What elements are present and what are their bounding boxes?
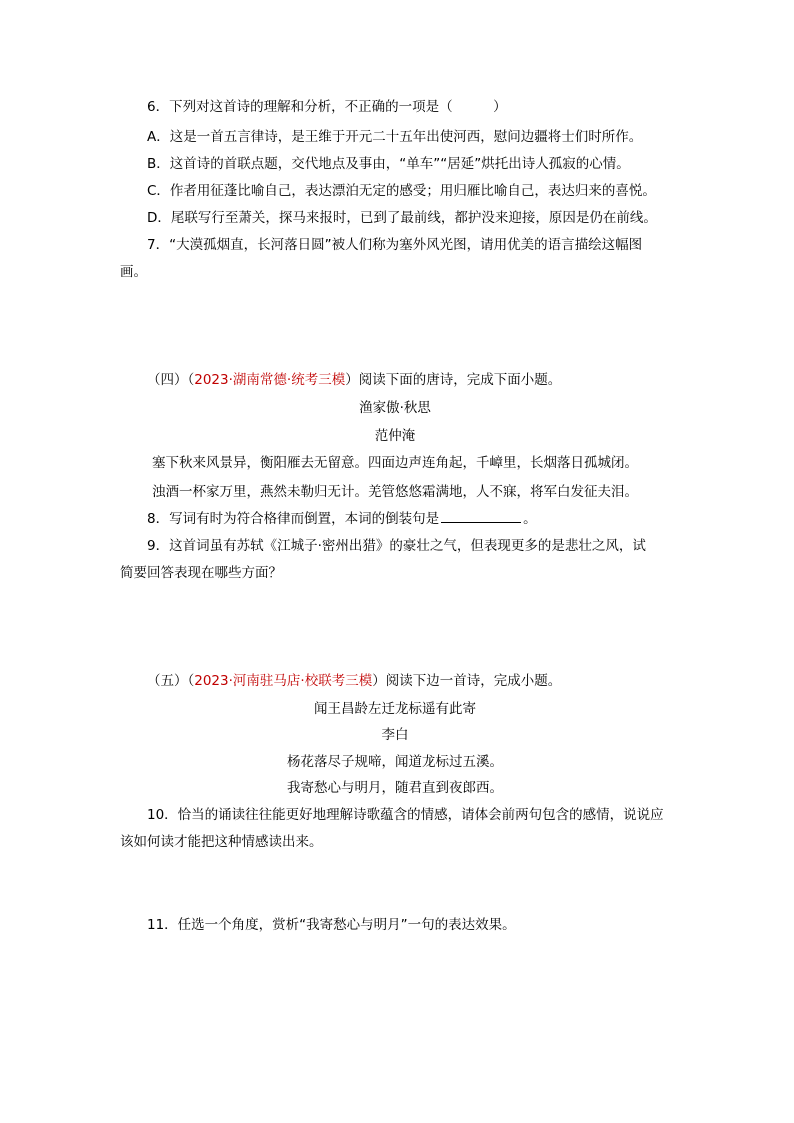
q7-line-2: 画。 (120, 264, 147, 280)
q8-answer-blank[interactable] (441, 508, 521, 523)
q6-option-a: A．这是一首五言律诗，是王维于开元二十五年出使河西，慰问边疆将士们时所作。 (147, 129, 643, 145)
section4-heading (147, 369, 697, 391)
poem1-author: 范仲淹 (374, 428, 416, 444)
q10-line-2: 该如何读才能把这种情感读出来。 (120, 834, 323, 850)
section4-source: 2023·湖南常德·统考三模 (194, 372, 346, 388)
q8-text: 8．写词有时为符合格律而倒置，本词的倒装句是 (147, 511, 440, 527)
q10-line-1: 10．恰当的诵读往往能更好地理解诗歌蕴含的情感，请体会前两句包含的感情，说说应 (147, 807, 664, 823)
section4-label-pre: （四）（ (147, 372, 195, 388)
q11: 11．任选一个角度，赏析“我寄愁心与明月”一句的表达效果。 (147, 917, 516, 933)
section5-label-post: ）阅读下边一首诗，完成小题。 (372, 673, 562, 689)
poem1-line-2: 浊酒一杯家万里，燕然未勒归无计。羌管悠悠霜满地，人不寐，将军白发征夫泪。 (152, 484, 638, 500)
q6-option-b: B．这首诗的首联点题，交代地点及事由，“单车”“居延”烘托出诗人孤寂的心情。 (147, 156, 630, 172)
poem1-title: 渔家傲·秋思 (359, 400, 431, 416)
poem2-line-1: 杨花落尽子规啼，闻道龙标过五溪。 (287, 754, 503, 770)
q8-end: 。 (523, 511, 537, 527)
poem1-line-1: 塞下秋来风景异，衡阳雁去无留意。四面边声连角起，千嶂里，长烟落日孤城闭。 (152, 455, 638, 471)
q7-line-1: 7．“大漠孤烟直，长河落日圆”被人们称为塞外风光图，请用优美的语言描绘这幅图 (147, 237, 643, 253)
poem2-title: 闻王昌龄左迁龙标遥有此寄 (314, 701, 476, 717)
section4-label-post: ）阅读下面的唐诗，完成下面小题。 (345, 372, 562, 388)
section5-source: 2023·河南驻马店·校联考三模 (194, 673, 373, 689)
q6-option-c: C．作者用征蓬比喻自己，表达漂泊无定的感受；用归雁比喻自己，表达归来的喜悦。 (147, 183, 656, 199)
q6-stem: 6．下列对这首诗的理解和分析，不正确的一项是（ ） (147, 99, 507, 115)
poem2-author: 李白 (381, 727, 409, 743)
poem2-line-2: 我寄愁心与明月，随君直到夜郎西。 (287, 780, 503, 796)
section5-heading (147, 670, 697, 692)
section5-label-pre: （五）（ (147, 673, 195, 689)
q9-line-1: 9．这首词虽有苏轼《江城子·密州出猎》的豪壮之气，但表现更多的是悲壮之风，试 (147, 538, 646, 554)
q6-option-d: D．尾联写行至萧关，探马来报时，已到了最前线，都护没来迎接，原因是仍在前线。 (147, 210, 657, 226)
q8 (147, 508, 697, 530)
q9-line-2: 简要回答表现在哪些方面？ (120, 565, 282, 581)
